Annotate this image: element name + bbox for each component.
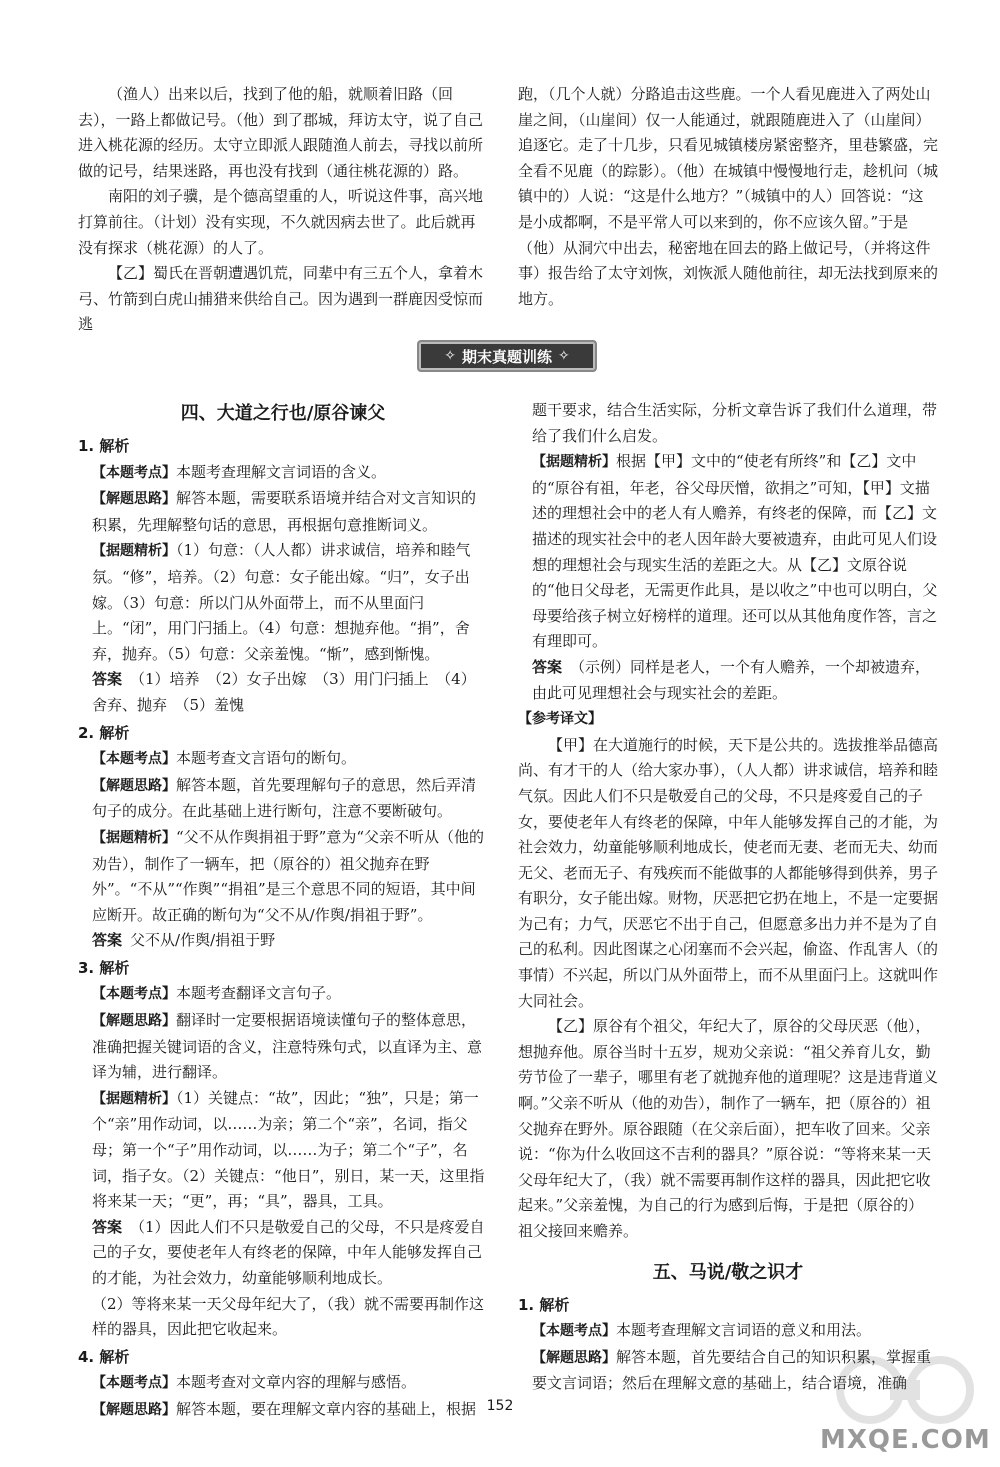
tag-label: 【解题思路】 bbox=[92, 1013, 176, 1030]
answer-line: 答案 父不从/作舆/捐祖于野 bbox=[92, 931, 276, 950]
answer-line: （2）等将来某一天父母年纪大了，（我）就不需要再制作这样的器具，因此把它收起来。 bbox=[92, 1294, 485, 1339]
translation-yi: 【乙】原谷有个祖父，年纪大了，原谷的父母厌恶（他），想抛弃他。原谷当时十五岁，规劝父亲说：“祖父养育儿女，勤劳节俭了一辈子，哪里有老了就抛弃他的道理呢？这是违背道义啊。”父亲不听从（他的劝告），制作了一辆车，把（原谷的）祖父抛弃在野外。原谷跟随（在父亲后面），把车收了回来。父亲说：“你为什么收回这不吉利的器具？”原谷说：“等将来某一天父母年纪大了，（我）就不需要再制作这样的器具，因此把它收起来。”父亲羞愧，为自己的行为感到后悔，于是把（原谷的）祖父接回来赡养。 bbox=[518, 1017, 939, 1240]
section-banner bbox=[417, 340, 597, 372]
tag-label: 【本题考点】 bbox=[92, 986, 176, 1003]
answer-label: 答案 bbox=[92, 1217, 123, 1236]
bottom-right-column bbox=[518, 398, 938, 1397]
tag-label: 【本题考点】 bbox=[92, 751, 176, 768]
analysis-method: 【解题思路】翻译时一定要根据语境读懂句子的整体意思，准确把握关键词语的含义，注意特殊句式，以直译为主、意译为辅，进行翻译。 bbox=[92, 1011, 483, 1082]
top-right-column bbox=[518, 82, 938, 312]
paragraph: 【乙】蜀氏在晋朝遭遇饥荒，同辈中有三五个人，拿着木弓、竹箭到白虎山捕猎来供给自己。因为遇到一群鹿因受惊而逃 bbox=[78, 264, 484, 334]
analysis-point: 【本题考点】本题考查翻译文言句子。 bbox=[92, 984, 342, 1003]
answer-label: 答案 bbox=[92, 670, 123, 689]
question-head: 4. 解析 bbox=[78, 1347, 130, 1366]
section-title: 五、马说/敬之识才 bbox=[652, 1261, 804, 1283]
translation-jia: 【甲】在大道施行的时候，天下是公共的。选拔推举品德高尚、有才干的人（给大家办事），（人人都）讲求诚信，培养和睦气氛。因此人们不只是敬爱自己的父母，不只是疼爱自己的子女，要使老年人有终老的保障，中年人能够发挥自己的才能，为社会效力，幼童能够顺利地成长，使老而无妻、老而无夫、幼而无父、老而无子、有残疾而不能做事的人都能够得到供养，男子有职分，女子能出嫁。财物，厌恶把它扔在地上，不是一定要据为己有；力气，厌恶它不出于自己，但愿意多出力并不是为了自己的私利。因此图谋之心闭塞而不会兴起，偷盗、作乱害人（的事情）不兴起，所以门从外面带上，而不从里面闩上。这就叫作大同社会。 bbox=[518, 735, 939, 1010]
answer-label: 答案 bbox=[532, 657, 563, 676]
tag-label: 【据题精析】 bbox=[92, 1090, 176, 1107]
analysis-detail: 【据题精析】根据【甲】文中的“使老有所终”和【乙】文中的“原谷有祖，年老，谷父母厌憎，欲捐之”可知，【甲】文描述的理想社会中的老人有人赡养，有终老的保障，而【乙】文描述的现实社会中的老人因年龄大要被遗弃，由此可见人们设想的理想社会与现实生活的差距之大。从【乙】文原谷说的“他日父母老，无需更作此具，是以收之”中也可以明白，父母要给孩子树立好榜样的道理。还可以从其他角度作答，言之有理即可。 bbox=[532, 452, 938, 651]
banner-label: 期末真题训练 bbox=[461, 347, 552, 366]
analysis-detail: 【据题精析】“父不从作舆捐祖于野”意为“父亲不听从（他的劝告），制作了一辆车，把（原谷的）祖父抛弃在野外”。“不从”“作舆”“捐祖”是三个意思不同的短语，其中间应断开。故正确的断句为“父不从/作舆/捐祖于野”。 bbox=[92, 827, 485, 924]
tag-label: 【解题思路】 bbox=[532, 1349, 616, 1366]
tag-label: 【本题考点】 bbox=[92, 1375, 176, 1392]
analysis-method: 【解题思路】解答本题，要在理解文章内容的基础上，根据 bbox=[92, 1399, 477, 1418]
tag-label: 【参考译文】 bbox=[518, 711, 602, 728]
question-head: 2. 解析 bbox=[78, 723, 130, 742]
tag-label: 【据题精析】 bbox=[92, 543, 176, 560]
analysis-method-cont: 题干要求，结合生活实际，分析文章告诉了我们什么道理，带给了我们什么启发。 bbox=[532, 401, 938, 445]
question-head: 1. 解析 bbox=[78, 437, 130, 455]
analysis-method: 【解题思路】解答本题，首先要理解句子的意思，然后弄清句子的成分。在此基础上进行断句，注意不要断破句。 bbox=[92, 775, 477, 821]
sparkle-icon: ✧ bbox=[444, 348, 456, 364]
page-number: 152 bbox=[486, 1398, 514, 1414]
answer-line: 答案 （1）因此人们不只是敬爱自己的父母，不只是疼爱自己的子女，要使老年人有终老的保障，中年人能够发挥自己的才能，为社会效力，幼童能够顺利地成长。 bbox=[92, 1217, 485, 1287]
analysis-point: 【本题考点】本题考查文言语句的断句。 bbox=[92, 749, 357, 768]
analysis-point: 【本题考点】本题考查对文章内容的理解与感悟。 bbox=[92, 1373, 417, 1392]
section-title: 四、大道之行也/原谷谏父 bbox=[180, 403, 386, 424]
analysis-method: 【解题思路】解答本题，需要联系语境并结合对文言知识的积累，先理解整句话的意思，再根据句意推断词义。 bbox=[92, 489, 477, 534]
analysis-point: 【本题考点】本题考查理解文言词语的含义。 bbox=[92, 462, 387, 481]
answer-line: 答案 （1）培养 （2）女子出嫁 （3）用门闩插上 （4）舍弃、抛弃 （5）羞愧 bbox=[92, 670, 476, 714]
watermark-text: MXQE.COM bbox=[820, 1425, 991, 1455]
translation-head bbox=[518, 706, 938, 733]
sparkle-icon: ✧ bbox=[558, 348, 570, 364]
paragraph: （渔人）出来以后，找到了他的船，就顺着旧路（回去），一路上都做记号。（他）到了郡城，拜访太守，说了自己进入桃花源的经历。太守立即派人跟随渔人前去，寻找以前所做的记号，结果迷路，再也没有找到（通往桃花源的）路。 bbox=[78, 85, 484, 180]
bottom-left-column bbox=[78, 398, 488, 1424]
top-left-column bbox=[78, 82, 488, 338]
analysis-detail: 【据题精析】（1）关键点：“故”，因此；“独”，只是；第一个“亲”用作动词，以……为亲；第二个“亲”，名词，指父母；第一个“子”用作动词，以……为子；第二个“子”，名词，指子女。（2）关键点：“他日”，别日，某一天，这里指将来某一天；“更”，再；“具”，器具，工具。 bbox=[92, 1088, 485, 1211]
analysis-method: 【解题思路】解答本题，首先要结合自己的知识积累，掌握重要文言词语；然后在理解文意的基础上，结合语境，准确 bbox=[532, 1347, 932, 1393]
analysis-point: 【本题考点】本题考查理解文言词语的意义和用法。 bbox=[532, 1321, 872, 1340]
question-head: 3. 解析 bbox=[78, 958, 130, 977]
analysis-detail: 【据题精析】（1）句意：（人人都）讲求诚信，培养和睦气氛。“修”，培养。（2）句意：女子能出嫁。“归”，女子出嫁。（3）句意：所以门从外面带上，而不从里面闩上。“闭”，用门闩插上。（4）句意：想抛弃他。“捐”，舍弃，抛弃。（5）句意：父亲羞愧。“惭”，感到惭愧。 bbox=[92, 541, 471, 663]
tag-label: 【解题思路】 bbox=[92, 491, 176, 508]
tag-label: 【本题考点】 bbox=[92, 464, 176, 481]
paragraph: 南阳的刘子骥，是个德高望重的人，听说这件事，高兴地打算前往。（计划）没有实现，不久就因病去世了。此后就再没有探求（桃花源）的人了。 bbox=[78, 187, 484, 257]
answer-label: 答案 bbox=[92, 931, 123, 950]
tag-label: 【据题精析】 bbox=[92, 829, 176, 846]
answer-line: 答案 （示例）同样是老人，一个有人赡养，一个却被遗弃，由此可见理想社会与现实社会的差距。 bbox=[532, 657, 931, 702]
tag-label: 【本题考点】 bbox=[532, 1323, 616, 1340]
paragraph: 跑，（几个人就）分路追击这些鹿。一个人看见鹿进入了两处山崖之间，（山崖间）仅一人能通过，就跟随鹿进入了（山崖间）追逐它。走了十几步，只看见城镇楼房紧密整齐，里巷繁盛，完全看不见鹿（的踪影）。（他）在城镇中慢慢地行走，趁机问（城镇中的）人说：“这是什么地方？”（城镇中的人）回答说：“这是小成都啊，不是平常人可以来到的，你不应该久留。”于是（他）从洞穴中出去，秘密地在回去的路上做记号，（并将这件事）报告给了太守刘恢，刘恢派人随他前往，却无法找到原来的地方。 bbox=[518, 85, 939, 308]
tag-label: 【解题思路】 bbox=[92, 777, 176, 794]
tag-label: 【据题精析】 bbox=[532, 454, 616, 471]
question-head: 1. 解析 bbox=[518, 1295, 570, 1314]
tag-label: 【解题思路】 bbox=[92, 1401, 176, 1418]
